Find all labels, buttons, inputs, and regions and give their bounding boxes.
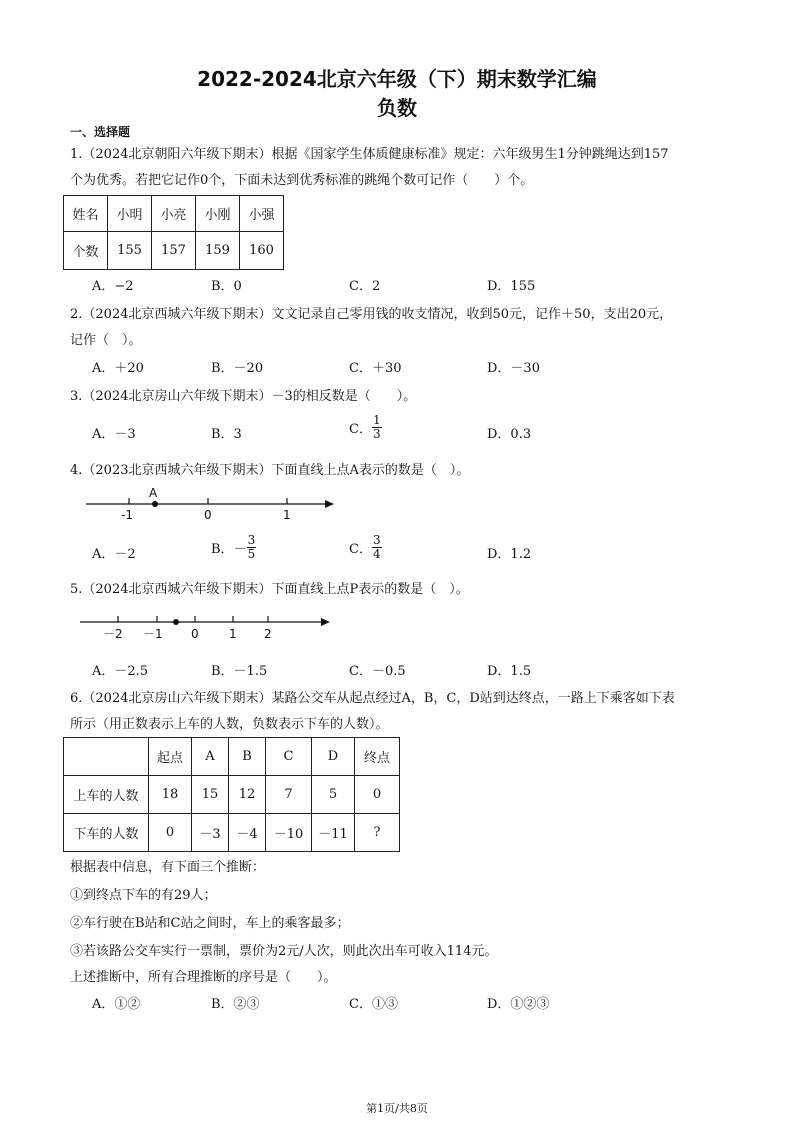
table-cell: 小刚 [196, 196, 240, 232]
table-cell: 157 [152, 232, 196, 270]
table-cell: 15 [192, 776, 229, 814]
table-cell: 7 [266, 776, 312, 814]
q4-number-line [80, 484, 340, 524]
q6-text-line2: 所示（用正数表示上车的人数，负数表示下车的人数）。 [70, 717, 389, 732]
tick-label: 2 [264, 627, 272, 641]
table-cell: 姓名 [64, 196, 108, 232]
q5-option-d: D．1.5 [487, 664, 532, 679]
q6-option-b: B．②③ [211, 997, 260, 1012]
q6-statement-1: ①到终点下车的有29人； [70, 888, 217, 903]
table-cell: B [229, 738, 266, 776]
table-cell: －3 [192, 814, 229, 852]
table-cell: 159 [196, 232, 240, 270]
q4-text-line1: 4.（2023北京西城六年级下期末）下面直线上点A表示的数是（ ）。 [70, 463, 470, 478]
q5-number-line [74, 604, 336, 644]
denominator: 4 [372, 547, 381, 561]
q4-option-d: D．1.2 [487, 547, 532, 562]
q4-option-c-label: C． [349, 542, 372, 557]
q1-option-d: D．155 [487, 279, 536, 294]
q1-option-c: C．2 [349, 279, 381, 294]
tick-label: 1 [283, 508, 291, 522]
table-cell: －4 [229, 814, 266, 852]
table-cell: 0 [355, 776, 400, 814]
table-cell: 上车的人数 [64, 776, 149, 814]
numerator: 1 [372, 413, 381, 427]
denominator: 3 [372, 427, 381, 441]
q3-text-line1: 3.（2024北京房山六年级下期末）－3的相反数是（ ）。 [70, 389, 417, 404]
table-cell: －11 [312, 814, 355, 852]
tick-label: 0 [204, 508, 212, 522]
q4-option-a: A．－2 [92, 547, 136, 562]
point-a [152, 501, 158, 507]
table-cell: 18 [149, 776, 192, 814]
tick-label: -1 [121, 508, 133, 522]
q2-text-line1: 2.（2024北京西城六年级下期末）文文记录自己零用钱的收支情况，收到50元，记作＋50，支出20元， [70, 307, 673, 322]
table-cell: 终点 [355, 738, 400, 776]
table-cell: 160 [240, 232, 284, 270]
q3-option-b: B．3 [211, 427, 242, 442]
arrow-icon [325, 500, 334, 508]
table-cell: D [312, 738, 355, 776]
table-cell: 5 [312, 776, 355, 814]
table-cell: 155 [108, 232, 152, 270]
table-cell: 0 [149, 814, 192, 852]
point-p [173, 619, 179, 625]
table-cell: 个数 [64, 232, 108, 270]
denominator: 5 [247, 547, 256, 561]
point-label: A [149, 486, 158, 500]
q6-statement-3: ③若该路公交车实行一票制，票价为2元/人次，则此次出车可收入114元。 [70, 944, 498, 959]
table-cell: 小强 [240, 196, 284, 232]
table-cell: －10 [266, 814, 312, 852]
q5-option-a: A．－2.5 [92, 664, 149, 679]
page-title: 2022-2024北京六年级（下）期末数学汇编 [197, 67, 597, 91]
q5-option-b: B．－1.5 [211, 664, 268, 679]
tick-label: －2 [103, 627, 123, 641]
q2-option-b: B．－20 [211, 361, 264, 376]
q2-text-line2: 记作（ ）。 [70, 333, 142, 348]
q2-option-c: C．＋30 [349, 361, 402, 376]
numerator: 3 [247, 533, 256, 547]
q6-option-a: A．①② [92, 997, 141, 1012]
table-cell: A [192, 738, 229, 776]
q2-option-d: D．－30 [487, 361, 540, 376]
q3-option-a: A．－3 [92, 427, 136, 442]
q5-text-line1: 5.（2024北京西城六年级下期末）下面直线上点P表示的数是（ ）。 [70, 582, 469, 597]
table-cell: C [266, 738, 312, 776]
page-subtitle: 负数 [377, 96, 417, 120]
q1-text-line1: 1.（2024北京朝阳六年级下期末）根据《国家学生体质健康标准》规定：六年级男生1分钟跳绳达到157 [70, 147, 669, 162]
table-cell: 小亮 [152, 196, 196, 232]
table-cell: 下车的人数 [64, 814, 149, 852]
q4-option-c [349, 534, 382, 561]
table-cell: 小明 [108, 196, 152, 232]
q3-option-c-label: C． [349, 422, 372, 437]
q6-option-c: C．①③ [349, 997, 398, 1012]
table-cell: ? [355, 814, 400, 852]
q1-option-b: B．0 [211, 279, 242, 294]
table-cell [64, 738, 149, 776]
q2-option-a: A．＋20 [92, 361, 144, 376]
section-heading: 一、选择题 [70, 125, 131, 139]
q6-question: 上述推断中，所有合理推断的序号是（ ）。 [70, 970, 337, 985]
tick-label: 1 [229, 627, 237, 641]
q1-text-line2: 个为优秀。若把它记作0个，下面未达到优秀标准的跳绳个数可记作（ ）个。 [70, 173, 534, 188]
q6-option-d: D．①②③ [487, 997, 550, 1012]
q1-option-a: A．−2 [92, 279, 134, 294]
q6-table [63, 737, 400, 852]
tick-label: －1 [143, 627, 163, 641]
numerator: 3 [372, 533, 381, 547]
arrow-icon [321, 618, 330, 626]
fraction [372, 534, 382, 561]
fraction [247, 534, 257, 561]
q3-option-d: D．0.3 [487, 427, 532, 442]
q4-option-b-label: B．－ [211, 542, 247, 557]
page-footer: 第1页/共8页 [366, 1102, 428, 1115]
q4-option-b [211, 534, 256, 561]
q6-statement-2: ②车行驶在B站和C站之间时，车上的乘客最多； [70, 916, 350, 931]
table-cell: 起点 [149, 738, 192, 776]
q6-text-line1: 6.（2024北京房山六年级下期末）某路公交车从起点经过A，B，C，D站到达终点，一路上下乘客如下表 [70, 691, 675, 706]
q3-option-c [349, 414, 382, 441]
tick-label: 0 [191, 627, 199, 641]
q5-option-c: C．－0.5 [349, 664, 406, 679]
q1-table [63, 195, 284, 270]
table-cell: 12 [229, 776, 266, 814]
q6-text-intro: 根据表中信息，有下面三个推断： [70, 860, 266, 875]
fraction [372, 414, 382, 441]
